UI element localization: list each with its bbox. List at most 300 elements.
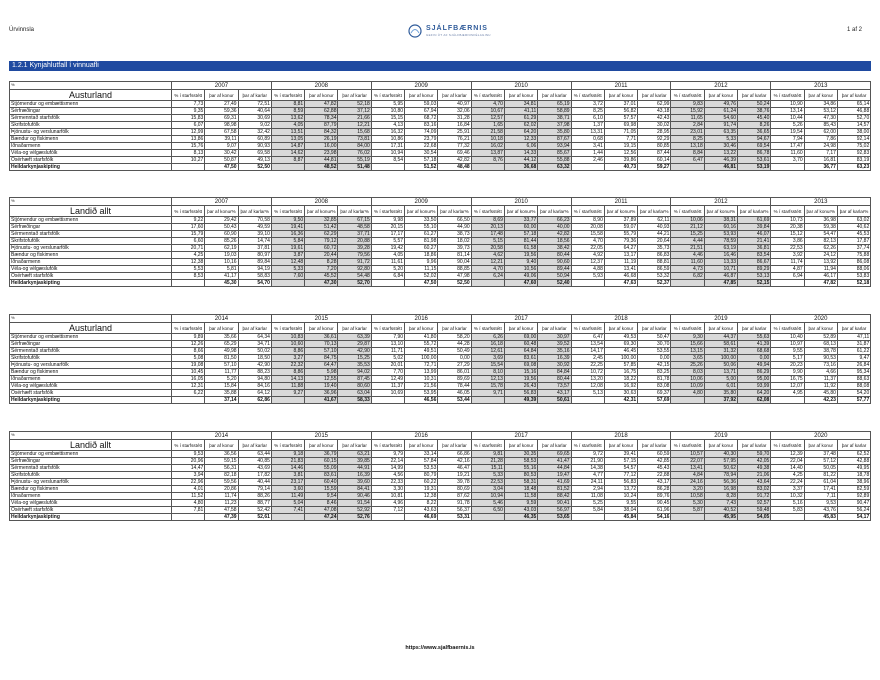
table-cell: 55,79 bbox=[604, 231, 637, 238]
table-cell: 11,52 bbox=[172, 493, 205, 500]
table-cell: 82,18 bbox=[205, 472, 238, 479]
table-cell: 6,07 bbox=[172, 122, 205, 129]
table-cell: 0,68 bbox=[571, 136, 604, 143]
table-cell: 93,94 bbox=[538, 143, 571, 150]
table-cell: 48,58 bbox=[338, 224, 371, 231]
column-subheader: þar af konur bbox=[704, 440, 737, 451]
table-cell: 16,32 bbox=[371, 129, 404, 136]
table-cell: 55,09 bbox=[305, 465, 338, 472]
table-cell: 13,20 bbox=[571, 376, 604, 383]
table-cell: 15,92 bbox=[671, 108, 704, 115]
table-cell: 30,63 bbox=[604, 390, 637, 397]
column-subheader: þar af karlar bbox=[837, 440, 870, 451]
table-cell: 43,63 bbox=[405, 507, 438, 514]
table-cell: 52,70 bbox=[837, 115, 870, 122]
year-header: 2009 bbox=[371, 198, 471, 206]
table-cell: 35,66 bbox=[205, 334, 238, 341]
table-cell: 87,67 bbox=[538, 136, 571, 143]
table-cell: 0,00 bbox=[438, 355, 471, 362]
column-subheader: % í starfsstétt bbox=[671, 206, 704, 217]
row-label: Bændur og fiskimenn bbox=[10, 136, 172, 143]
table-cell: 13,87 bbox=[471, 150, 504, 157]
table-cell: 56,31 bbox=[205, 465, 238, 472]
table-cell: 61,24 bbox=[704, 108, 737, 115]
table-cell: 21,66 bbox=[338, 115, 371, 122]
table-cell: 50,05 bbox=[804, 465, 837, 472]
footer-url[interactable]: https://www.sjalfbaernis.is bbox=[405, 645, 475, 651]
table-cell: 15,54 bbox=[471, 362, 504, 369]
table-cell: 16,98 bbox=[704, 486, 737, 493]
table-cell: 92,83 bbox=[837, 150, 870, 157]
table-cell: 69,65 bbox=[538, 451, 571, 458]
table-cell: 13,41 bbox=[604, 266, 637, 273]
table-cell: 71,05 bbox=[604, 129, 637, 136]
table-cell: 13,22 bbox=[704, 150, 737, 157]
logo-name: SJÁLFBÆRNIS bbox=[426, 25, 488, 32]
table-cell: 19,54 bbox=[771, 129, 804, 136]
table-cell: 59,15 bbox=[205, 458, 238, 465]
table-cell: 10,31 bbox=[405, 376, 438, 383]
table-cell: 27,49 bbox=[205, 101, 238, 108]
table-cell: 19,61 bbox=[271, 245, 304, 252]
table-row bbox=[10, 493, 871, 500]
table-cell: 6,10 bbox=[571, 115, 604, 122]
table-cell: 9,54 bbox=[305, 493, 338, 500]
table-cell: 60,27 bbox=[405, 245, 438, 252]
table-cell: 47,50 bbox=[405, 280, 438, 287]
table-cell: 91,72 bbox=[338, 259, 371, 266]
year-header: 2015 bbox=[271, 432, 371, 440]
table-cell: 9,79 bbox=[371, 451, 404, 458]
table-cell: 19,08 bbox=[172, 362, 205, 369]
year-header: 2012 bbox=[671, 198, 771, 206]
table-cell: 54,47 bbox=[804, 231, 837, 238]
table-row bbox=[10, 341, 871, 348]
table-cell: 30,92 bbox=[538, 362, 571, 369]
column-subheader: % í starfsstétt bbox=[371, 90, 404, 101]
table-cell: 50,43 bbox=[205, 224, 238, 231]
table-row bbox=[10, 231, 871, 238]
table-cell: 10,80 bbox=[371, 108, 404, 115]
table-cell: 4,25 bbox=[172, 252, 205, 259]
table-row bbox=[10, 348, 871, 355]
table-cell: 64,12 bbox=[238, 390, 271, 397]
table-cell: 15,25 bbox=[671, 231, 704, 238]
table-cell: 68,68 bbox=[738, 348, 771, 355]
column-subheader: þar af karlar% bbox=[538, 206, 571, 217]
table-cell: 36,61 bbox=[305, 334, 338, 341]
table-cell: 15,15 bbox=[371, 115, 404, 122]
table-cell: 59,38 bbox=[804, 224, 837, 231]
table-cell: 89,69 bbox=[438, 376, 471, 383]
table-cell: 72,71 bbox=[405, 362, 438, 369]
table-cell: 22,96 bbox=[172, 479, 205, 486]
table-cell: 54,57 bbox=[604, 465, 637, 472]
table-cell bbox=[771, 280, 804, 287]
table-cell: 32,06 bbox=[438, 108, 471, 115]
data-table bbox=[9, 314, 871, 404]
table-cell: 40,00 bbox=[538, 224, 571, 231]
table-cell: 1,37 bbox=[571, 122, 604, 129]
table-cell: 11,74 bbox=[771, 259, 804, 266]
table-cell: 42,82 bbox=[438, 157, 471, 164]
column-subheader: % í starfsstétt bbox=[771, 323, 804, 334]
table-cell: 84,75 bbox=[305, 355, 338, 362]
table-cell: 38,76 bbox=[738, 108, 771, 115]
table-cell: 2,45 bbox=[571, 355, 604, 362]
table-cell: 83,08 bbox=[638, 383, 671, 390]
total-row bbox=[10, 514, 871, 521]
table-cell: 1,65 bbox=[471, 122, 504, 129]
column-subheader: % í starfsstétt bbox=[172, 206, 205, 217]
table-cell: 22,14 bbox=[371, 458, 404, 465]
table-cell: 77,32 bbox=[438, 143, 471, 150]
table-cell: 4,05 bbox=[271, 122, 304, 129]
table-cell: 53,53 bbox=[405, 465, 438, 472]
table-cell: 62,88 bbox=[305, 108, 338, 115]
table-cell: 4,84 bbox=[671, 472, 704, 479]
table-cell: 39,41 bbox=[604, 451, 637, 458]
table-cell: 39,85 bbox=[338, 458, 371, 465]
table-row bbox=[10, 108, 871, 115]
table-cell: 86,08 bbox=[837, 259, 870, 266]
table-cell: 10,60 bbox=[271, 341, 304, 348]
table-cell: 41,39 bbox=[738, 341, 771, 348]
table-cell: 11,77 bbox=[205, 369, 238, 376]
year-header: 2017 bbox=[471, 315, 571, 323]
table-cell: 30,70 bbox=[638, 341, 671, 348]
table-cell: 5,13 bbox=[571, 390, 604, 397]
table-cell: 91,74 bbox=[704, 122, 737, 129]
table-cell: 17,17 bbox=[371, 231, 404, 238]
table-cell: 57,15 bbox=[604, 458, 637, 465]
table-cell: 3,65 bbox=[671, 355, 704, 362]
table-cell: 41,47 bbox=[538, 458, 571, 465]
table-cell: 64,20 bbox=[738, 390, 771, 397]
table-cell: 25,91 bbox=[438, 129, 471, 136]
table-cell: 4,70 bbox=[471, 266, 504, 273]
table-cell: 14,38 bbox=[571, 465, 604, 472]
table-cell: 15,84 bbox=[205, 383, 238, 390]
year-header: 2007 bbox=[172, 82, 272, 90]
table-cell: 57,85 bbox=[604, 362, 637, 369]
table-row bbox=[10, 150, 871, 157]
table-cell: 13,86 bbox=[172, 136, 205, 143]
table-cell: 14,33 bbox=[504, 150, 537, 157]
table-cell: 89,84 bbox=[238, 259, 271, 266]
table-cell: 43,17 bbox=[638, 479, 671, 486]
column-subheader: þar af karlar bbox=[238, 440, 271, 451]
column-subheader: þar af konur% bbox=[704, 206, 737, 217]
table-cell: 15,58 bbox=[571, 231, 604, 238]
table-cell: 5,53 bbox=[172, 266, 205, 273]
column-subheader: % í starfsstétt bbox=[172, 90, 205, 101]
table-cell: 83,61 bbox=[305, 472, 338, 479]
table-cell: 53,13 bbox=[738, 273, 771, 280]
table-cell: 80,53 bbox=[504, 472, 537, 479]
table-cell: 57,18 bbox=[504, 231, 537, 238]
table-cell: 53,12 bbox=[804, 108, 837, 115]
row-label: Heildarkynjaskipting bbox=[10, 164, 172, 171]
table-cell: 7,86 bbox=[804, 136, 837, 143]
table-cell: 85,26 bbox=[205, 238, 238, 245]
table-cell: 40,73 bbox=[604, 164, 637, 171]
column-subheader: % í starfsstétt bbox=[371, 440, 404, 451]
table-cell: 15,79 bbox=[172, 231, 205, 238]
table-cell: 10,97 bbox=[771, 341, 804, 348]
table-cell: 5,25 bbox=[571, 500, 604, 507]
column-subheader: þar af konur bbox=[405, 440, 438, 451]
table-cell: 61,04 bbox=[804, 479, 837, 486]
column-subheader: þar af konur bbox=[305, 90, 338, 101]
table-cell: 8,66 bbox=[172, 348, 205, 355]
row-label: Sérfræðingar bbox=[10, 224, 172, 231]
table-cell: 12,49 bbox=[371, 376, 404, 383]
column-subheader: þar af karlar bbox=[438, 323, 471, 334]
column-subheader: þar af karlar% bbox=[238, 206, 271, 217]
table-cell: 10,86 bbox=[371, 136, 404, 143]
table-cell: 69,58 bbox=[238, 150, 271, 157]
column-subheader: % í starfsstétt bbox=[471, 323, 504, 334]
table-cell: 36,65 bbox=[738, 129, 771, 136]
table-row bbox=[10, 143, 871, 150]
column-subheader: þar af karlar bbox=[738, 90, 771, 101]
year-header: 2014 bbox=[172, 432, 272, 440]
table-cell: 12,37 bbox=[571, 259, 604, 266]
column-subheader: % í starfsstétt bbox=[571, 323, 604, 334]
table-cell: 40,64 bbox=[238, 108, 271, 115]
table-cell: 31,28 bbox=[438, 115, 471, 122]
table-cell: 40,44 bbox=[238, 479, 271, 486]
table-cell: 9,83 bbox=[671, 101, 704, 108]
table-cell: 22,24 bbox=[771, 479, 804, 486]
table-cell: 14,47 bbox=[172, 465, 205, 472]
row-label: Stjórnendur og embættismenn bbox=[10, 334, 172, 341]
table-cell: 11,92 bbox=[804, 383, 837, 390]
table-cell: 80,60 bbox=[338, 383, 371, 390]
table-cell: 17,48 bbox=[471, 231, 504, 238]
table-cell: 65,19 bbox=[538, 101, 571, 108]
table-cell: 9,89 bbox=[172, 334, 205, 341]
table-cell: 61,29 bbox=[504, 115, 537, 122]
table-cell: 47,30 bbox=[804, 115, 837, 122]
table-cell: 39,52 bbox=[538, 341, 571, 348]
table-cell: 47,85 bbox=[704, 280, 737, 287]
table-cell bbox=[571, 514, 604, 521]
table-cell: 52,61 bbox=[238, 514, 271, 521]
table-cell: 67,94 bbox=[405, 108, 438, 115]
table-cell: 72,51 bbox=[238, 101, 271, 108]
table-cell: 56,24 bbox=[837, 507, 870, 514]
table-cell: 38,42 bbox=[538, 245, 571, 252]
table-cell: 20,01 bbox=[371, 362, 404, 369]
table-cell: 7,17 bbox=[804, 150, 837, 157]
table-cell: 8,26 bbox=[738, 122, 771, 129]
table-cell: 36,79 bbox=[305, 451, 338, 458]
table-cell: 7,71 bbox=[604, 136, 637, 143]
table-cell: 78,59 bbox=[704, 238, 737, 245]
table-cell: 80,44 bbox=[538, 376, 571, 383]
table-cell: 41,11 bbox=[504, 108, 537, 115]
percent-label: % bbox=[10, 315, 172, 323]
row-label: Stjórnendur og embættismenn bbox=[10, 101, 172, 108]
table-cell: 62,86 bbox=[238, 397, 271, 404]
table-cell: 88,23 bbox=[238, 369, 271, 376]
table-cell: 10,94 bbox=[371, 150, 404, 157]
table-cell: 5,16 bbox=[771, 500, 804, 507]
table-cell: 10,71 bbox=[704, 266, 737, 273]
table-cell: 23,79 bbox=[405, 136, 438, 143]
table-cell: 3,72 bbox=[571, 101, 604, 108]
table-cell: 4,05 bbox=[371, 252, 404, 259]
table-cell: 11,60 bbox=[671, 259, 704, 266]
table-cell: 43,64 bbox=[738, 479, 771, 486]
table-cell: 35,80 bbox=[538, 129, 571, 136]
row-label: Stjórnendur og embættismenn bbox=[10, 451, 172, 458]
table-cell: 55,16 bbox=[504, 465, 537, 472]
table-cell: 67,15 bbox=[338, 217, 371, 224]
table-cell: 64,27 bbox=[604, 245, 637, 252]
row-label: Sérfræðingar bbox=[10, 341, 172, 348]
header-left: Úrvinnsla bbox=[9, 27, 35, 33]
table-cell: 88,26 bbox=[238, 493, 271, 500]
table-cell: 79,36 bbox=[604, 238, 637, 245]
table-cell: 62,26 bbox=[804, 245, 837, 252]
table-cell: 57,77 bbox=[837, 397, 870, 404]
table-row bbox=[10, 245, 871, 252]
table-cell: 36,98 bbox=[804, 217, 837, 224]
table-cell: 8,25 bbox=[571, 108, 604, 115]
table-cell: 73,16 bbox=[804, 362, 837, 369]
logo-mark-icon bbox=[408, 24, 424, 38]
table-cell: 44,12 bbox=[504, 157, 537, 164]
column-subheader: þar af konur bbox=[504, 323, 537, 334]
table-cell: 14,46 bbox=[271, 465, 304, 472]
table-cell: 10,09 bbox=[671, 383, 704, 390]
table-cell: 8,10 bbox=[471, 369, 504, 376]
table-cell: 47,60 bbox=[504, 280, 537, 287]
table-cell: 14,74 bbox=[238, 238, 271, 245]
table-cell: 40,52 bbox=[704, 507, 737, 514]
table-cell: 4,77 bbox=[571, 472, 604, 479]
table-cell: 53,31 bbox=[438, 514, 471, 521]
table-cell: 20,58 bbox=[471, 245, 504, 252]
table-cell: 8,69 bbox=[471, 217, 504, 224]
table-cell: 42,23 bbox=[804, 397, 837, 404]
table-cell: 4,95 bbox=[771, 390, 804, 397]
table-cell: 10,18 bbox=[471, 136, 504, 143]
year-header: 2018 bbox=[571, 432, 671, 440]
row-label: Véla-og vélgæslufólk bbox=[10, 150, 172, 157]
table-row bbox=[10, 129, 871, 136]
column-subheader: þar af konur bbox=[504, 440, 537, 451]
table-cell: 16,05 bbox=[172, 376, 205, 383]
table-cell: 11,88 bbox=[271, 383, 304, 390]
table-cell: 4,87 bbox=[771, 266, 804, 273]
table-cell: 66,50 bbox=[438, 217, 471, 224]
table-cell: 64,34 bbox=[238, 334, 271, 341]
column-subheader: þar af konur bbox=[704, 90, 737, 101]
table-cell: 69,30 bbox=[604, 341, 637, 348]
column-subheader: % í starfsstétt bbox=[771, 440, 804, 451]
row-label: Skrifstofufólk bbox=[10, 472, 172, 479]
table-cell: 19,56 bbox=[504, 252, 537, 259]
table-cell: 32,85 bbox=[305, 217, 338, 224]
table-cell: 63,23 bbox=[837, 164, 870, 171]
column-subheader: þar af karlar bbox=[538, 440, 571, 451]
table-cell: 83,16 bbox=[405, 122, 438, 129]
table-cell: 10,06 bbox=[671, 376, 704, 383]
table-cell: 6,47 bbox=[671, 157, 704, 164]
table-cell: 19,31 bbox=[405, 486, 438, 493]
table-cell: 52,70 bbox=[338, 280, 371, 287]
table-cell: 49,95 bbox=[837, 465, 870, 472]
table-row bbox=[10, 136, 871, 143]
table-cell: 21,51 bbox=[671, 245, 704, 252]
table-cell bbox=[571, 280, 604, 287]
table-cell: 13,99 bbox=[405, 369, 438, 376]
table-row bbox=[10, 390, 871, 397]
row-label: Stjórnendur og embættismenn bbox=[10, 217, 172, 224]
table-cell: 5,33 bbox=[704, 136, 737, 143]
year-header: 2020 bbox=[771, 315, 871, 323]
table-cell: 91,54 bbox=[338, 500, 371, 507]
column-subheader: % í starfsstétt bbox=[271, 206, 304, 217]
column-subheader: þar af konur% bbox=[504, 206, 537, 217]
table-cell: 60,72 bbox=[305, 245, 338, 252]
table-cell: 38,73 bbox=[438, 231, 471, 238]
row-label: Sérmenntað starfsfólk bbox=[10, 465, 172, 472]
column-subheader: % í starfsstétt bbox=[371, 323, 404, 334]
table-cell: 53,32 bbox=[638, 273, 671, 280]
table-row bbox=[10, 500, 871, 507]
table-cell: 6,84 bbox=[371, 273, 404, 280]
column-subheader: % í starfsstétt bbox=[471, 90, 504, 101]
table-row bbox=[10, 465, 871, 472]
table-cell: 44,90 bbox=[438, 224, 471, 231]
year-header: 2018 bbox=[571, 315, 671, 323]
table-cell bbox=[571, 164, 604, 171]
table-cell: 81,78 bbox=[638, 376, 671, 383]
column-subheader: % í starfsstétt bbox=[172, 440, 205, 451]
table-cell: 16,92 bbox=[604, 383, 637, 390]
table-cell: 52,89 bbox=[804, 334, 837, 341]
table-cell: 10,94 bbox=[471, 493, 504, 500]
table-cell: 38,31 bbox=[704, 217, 737, 224]
table-cell: 12,38 bbox=[405, 493, 438, 500]
table-cell: 9,72 bbox=[571, 451, 604, 458]
column-subheader: þar af karlar bbox=[837, 90, 870, 101]
table-cell: 57,69 bbox=[638, 397, 671, 404]
table-cell: 43,18 bbox=[638, 108, 671, 115]
table-cell: 13,31 bbox=[571, 129, 604, 136]
table-cell: 22,68 bbox=[405, 143, 438, 150]
table-cell: 39,28 bbox=[338, 245, 371, 252]
table-cell: 60,16 bbox=[704, 224, 737, 231]
table-cell: 44,37 bbox=[704, 334, 737, 341]
table-row bbox=[10, 115, 871, 122]
column-subheader: þar af karlar% bbox=[638, 206, 671, 217]
table-cell: 25,26 bbox=[671, 362, 704, 369]
table-cell: 21,12 bbox=[671, 224, 704, 231]
table-cell: 1,44 bbox=[571, 150, 604, 157]
table-cell: 88,08 bbox=[837, 383, 870, 390]
table-cell: 5,57 bbox=[371, 238, 404, 245]
table-cell: 70,58 bbox=[238, 217, 271, 224]
percent-label: % bbox=[10, 82, 172, 90]
table-cell: 42,90 bbox=[238, 362, 271, 369]
table-cell: 6,94 bbox=[771, 273, 804, 280]
